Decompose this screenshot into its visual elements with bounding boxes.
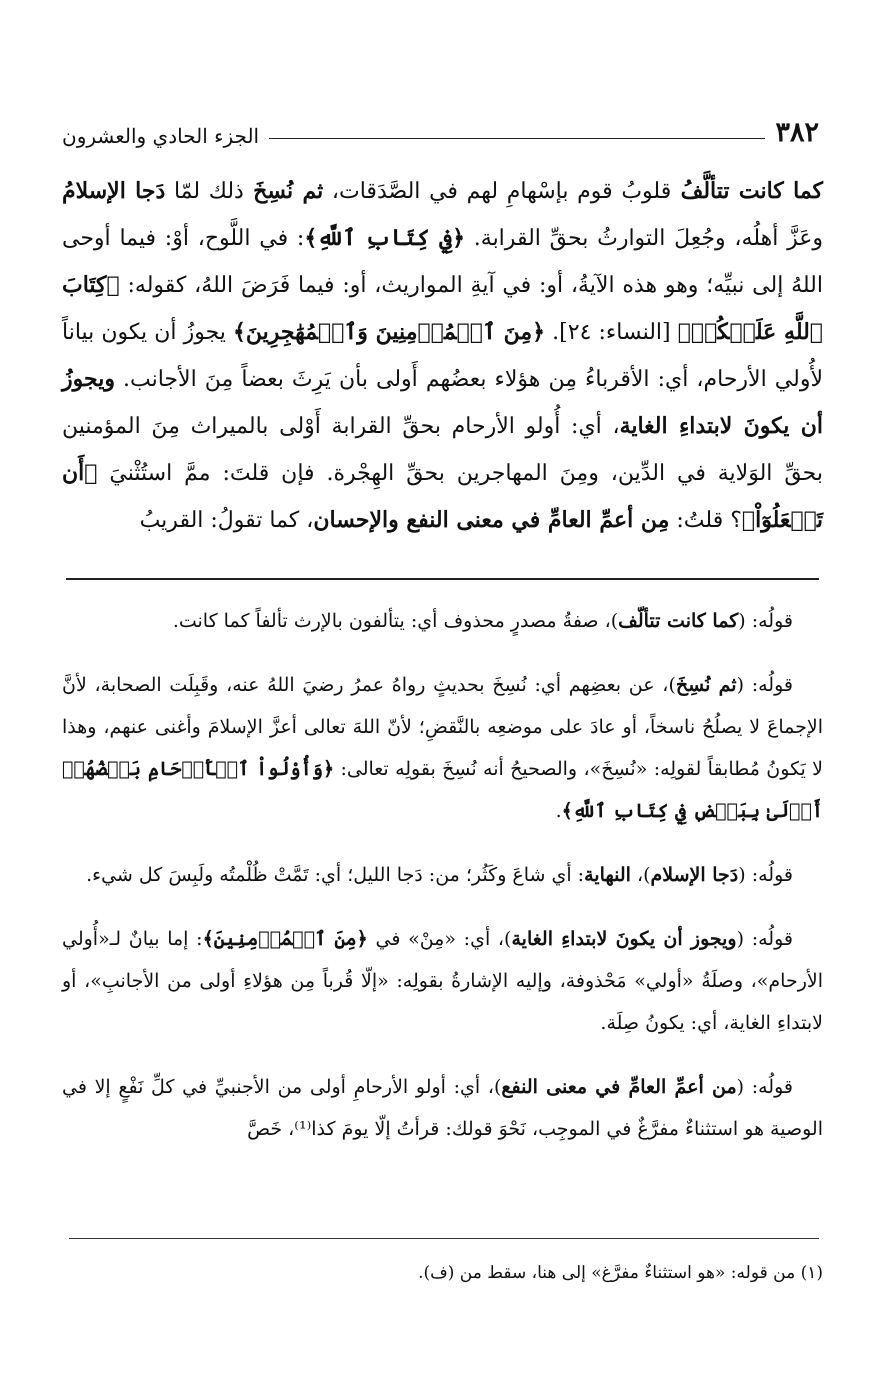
page-number: ٣٨٢ [775,117,819,148]
text-run: )، [630,864,651,886]
bold-phrase: من أعمِّ العامِّ في معنى النفع [501,1076,737,1098]
commentary [62,600,823,1172]
bold-phrase: ﴿أَن تَفۡعَلُوٓاْ﴾ [62,460,823,533]
text-run: : أي شاعَ وكَثُر؛ من: دَجا الليل؛ أي: تَمَّتْ ظُلْمتُه ولَبِسَ كل شيء. [86,864,585,886]
commentary-paragraph [62,1066,823,1150]
bold-phrase: ثم نُسِخَ [675,674,737,696]
bold-phrase: ويجوزُ أن يكونَ لابتداءِ الغاية [62,366,824,439]
text-run: قلوبُ قوم بإسْهامِ لهم في الصَّدَقات، [323,179,672,204]
text-run: ، أي: أُولو الأرحام بحقِّ القرابة أَوْلى بالميراث مِنَ المؤمنين بحقِّ الوَلاية في الدِّين، ومِنَ المهاجرين بحقِّ الهِجْرة. فإن قلتَ: ممَّ استُثْنيَ [62,414,823,486]
text-run: )، عن بعضِهم أي: نُسِخَ بحديثٍ رواهُ عمرُ رضيَ اللهُ عنه، وقَبِلَت الصحابة، لأنَّ الإجماعَ لا يصلُحُ ناسخاً، أو عادَ على موضعِه بالنَّقضِ؛ لأنّ اللهَ تعالى أعزَّ الإسلامَ وأغنى عنهم، وهذا لا يَكونُ مُطابقاً لقولِه: «نُسِخَ»، والصحيحُ أنه نُسِخَ بقولِه تعالى: [62,674,824,780]
text-run: قولُه: ( [736,1076,793,1098]
bold-phrase: ﴿مِنَ ٱلۡمُؤۡمِنِينَ وَٱلۡمُهَٰجِرِينَ﴾ [233,319,546,345]
main-text [62,168,823,544]
text-run: قولُه: ( [738,864,793,886]
bold-phrase: مِن أعمِّ العامِّ في معنى النفع والإحسان [313,507,670,533]
footnote: (١) من قوله: «هو استثناءٌ مفرَّغ» إلى هنا، سقط من (ف). [418,1263,823,1283]
bold-phrase: دَجا الإسلامُ [62,178,166,204]
running-title: الجزء الحادي والعشرون [62,124,260,148]
text-run: [النساء: ٢٤]. [545,320,678,345]
header-rule [269,138,765,139]
bold-phrase: ﴿كِتَابَ ٱللَّهِ عَلَيۡكُمۡ﴾ [62,272,824,345]
text-run: . [555,800,562,822]
text-run: قولُه: ( [738,610,793,632]
commentary-paragraph [62,918,823,1044]
text-run: ذلك لمّا [165,179,244,204]
text-run: )، صفةُ مصدرٍ محذوف أي: يتألفون بالإرث تألفاً كما كانت. [172,610,619,632]
bold-phrase: دَجا الإسلام [650,864,739,886]
bold-phrase: ﴿فِي كِتَابِ ٱللَّهِ﴾ [304,225,465,251]
bold-phrase: ﴿مِنَ ٱلۡمُؤۡمِنِينَ﴾ [202,928,368,950]
text-run: : في اللَّوح، أوْ: فيما أوحى اللهُ إلى نبيِّه؛ وهو هذه الآيةُ، أو: في آيةِ المواريث، أو: فيما فَرَضَ اللهُ، كقوله: [62,226,823,298]
text-run: يجوزُ أن يكون بياناً لأُولي الأرحام، أي: الأقرباءُ مِن هؤلاء بعضُهم أَولى بأن يَرِثَ بعضاً مِنَ الأجانب. [62,320,823,392]
footnote-rule [69,1238,819,1239]
bold-phrase: ويجوز أن يكونَ لابتداءِ الغاية [511,928,737,950]
text-run: ؟ قلتُ: [669,508,742,533]
text-run: قولُه: ( [736,674,793,696]
text-run: وعَزَّ أهلُه، وجُعِلَ التوارثُ بحقِّ القرابة. [465,226,823,251]
bold-phrase: ثم نُسِخَ [243,178,324,204]
commentary-paragraph [62,600,823,642]
text-run: ، كما تقولُ: القريبُ [139,508,314,533]
text-run: )، أي: أولو الأرحامِ أولى من الأجنبيِّ في كلِّ نَفْعٍ إلا في الوصية هو استثناءٌ مفرَّغٌ في الموجِب، نَحْوَ قولك: قرأتُ إلّا يومَ كذا⁽¹⁾، خَصَّ [62,1076,823,1140]
commentary-paragraph [62,664,823,832]
text-run: قولُه: ( [736,928,793,950]
page-header [62,104,819,148]
commentary-paragraph [62,854,823,896]
bold-phrase: كما كانت تتألَّفُ [671,178,824,204]
text-divider [66,578,819,580]
text-run: : إما بيانٌ لـ«أُولي الأرحام»، وصلَةُ «أولي» مَحْذوفة، وإليه الإشارةُ بقولِه: «إلّا قُرباً مِن هؤلاءِ أولى من الأجانبِ»، أو لابتداءِ الغاية، أي: يكونُ صِلَة. [62,928,823,1034]
bold-phrase: ﴿وَأُوْلُواْ ٱلۡأَرۡحَامِ بَعۡضُهُمۡ أَوۡلَىٰ بِبَعۡضٖ فِي كِتَابِ ٱللَّهِ﴾ [62,758,823,822]
bold-phrase: كما كانت تتألّف [618,610,739,632]
text-run: )، أي: «مِنْ» في [367,928,512,950]
bold-phrase: النهاية [584,864,631,886]
